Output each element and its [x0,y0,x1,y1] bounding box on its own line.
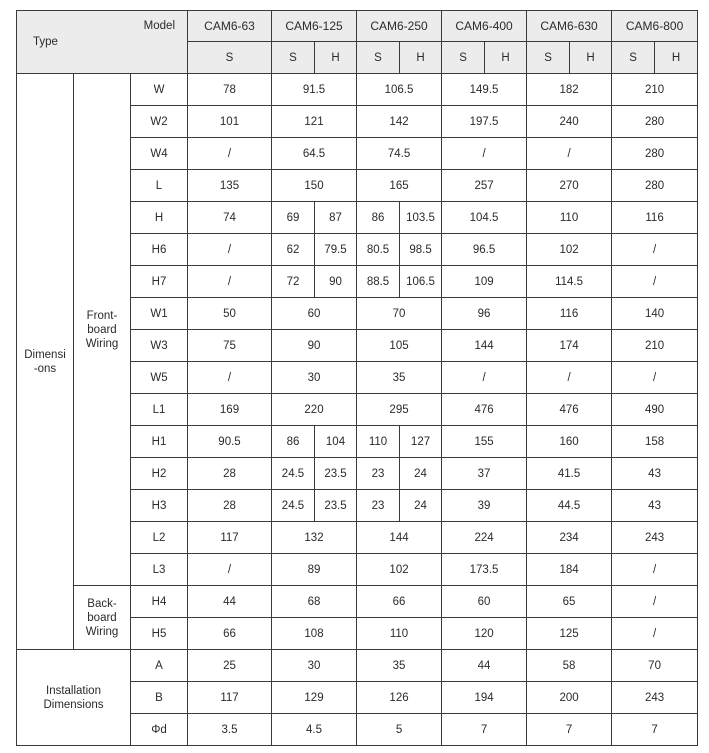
value-cell: 104.5 [442,202,527,234]
value-cell: 87 [315,202,357,234]
value-cell: / [612,586,698,618]
value-cell: 150 [272,170,357,202]
model-cam6-400: CAM6-400 [442,11,527,42]
value-cell: 24 [400,490,442,522]
front-board-wiring-label: Front-board Wiring [74,74,131,586]
value-cell: 270 [527,170,612,202]
value-cell: 110 [527,202,612,234]
value-cell: 7 [612,714,698,746]
value-cell: 44.5 [527,490,612,522]
value-cell: 135 [188,170,272,202]
header-row-models [17,11,698,42]
row-label: L [131,170,188,202]
value-cell: 106.5 [357,74,442,106]
subtype-cell: S [188,42,272,74]
row-label: W2 [131,106,188,138]
table-row [17,586,698,618]
row-label: W5 [131,362,188,394]
value-cell: 169 [188,394,272,426]
row-label: W4 [131,138,188,170]
model-header-spacer [131,42,188,74]
value-cell: 96 [442,298,527,330]
value-cell: 91.5 [272,74,357,106]
row-label: A [131,650,188,682]
row-label: H1 [131,426,188,458]
type-label: Type [33,36,58,48]
value-cell: 78 [188,74,272,106]
value-cell: 243 [612,522,698,554]
value-cell: / [442,362,527,394]
value-cell: 64.5 [272,138,357,170]
value-cell: / [612,362,698,394]
value-cell: 210 [612,74,698,106]
row-label: H4 [131,586,188,618]
row-label: L1 [131,394,188,426]
value-cell: 117 [188,682,272,714]
value-cell: 69 [272,202,315,234]
value-cell: 74.5 [357,138,442,170]
value-cell: 117 [188,522,272,554]
value-cell: 72 [272,266,315,298]
value-cell: 116 [527,298,612,330]
subtype-cell: S [612,42,655,74]
value-cell: / [188,362,272,394]
value-cell: 3.5 [188,714,272,746]
value-cell: 120 [442,618,527,650]
value-cell: 121 [272,106,357,138]
value-cell: 7 [527,714,612,746]
value-cell: 126 [357,682,442,714]
model-cam6-250: CAM6-250 [357,11,442,42]
value-cell: 108 [272,618,357,650]
value-cell: / [188,554,272,586]
value-cell: 24.5 [272,490,315,522]
value-cell: 174 [527,330,612,362]
value-cell: 140 [612,298,698,330]
installation-dimensions-label: Installation Dimensions [17,650,131,746]
row-label: H7 [131,266,188,298]
value-cell: 5 [357,714,442,746]
value-cell: / [527,138,612,170]
value-cell: 75 [188,330,272,362]
subtype-cell: S [527,42,570,74]
value-cell: 30 [272,650,357,682]
value-cell: / [527,362,612,394]
value-cell: 66 [188,618,272,650]
dimensions-table [16,10,698,746]
value-cell: 182 [527,74,612,106]
value-cell: 144 [442,330,527,362]
value-cell: 127 [400,426,442,458]
value-cell: / [188,266,272,298]
value-cell: 60 [442,586,527,618]
value-cell: / [188,234,272,266]
row-label: L3 [131,554,188,586]
subtype-cell: H [315,42,357,74]
value-cell: 90.5 [188,426,272,458]
value-cell: 80.5 [357,234,400,266]
value-cell: 23.5 [315,458,357,490]
row-label: W3 [131,330,188,362]
value-cell: 280 [612,106,698,138]
value-cell: 86 [357,202,400,234]
value-cell: 240 [527,106,612,138]
value-cell: 476 [527,394,612,426]
value-cell: 74 [188,202,272,234]
value-cell: 90 [315,266,357,298]
value-cell: 105 [357,330,442,362]
value-cell: 116 [612,202,698,234]
value-cell: 194 [442,682,527,714]
model-cam6-630: CAM6-630 [527,11,612,42]
value-cell: 23.5 [315,490,357,522]
row-label: H3 [131,490,188,522]
value-cell: 41.5 [527,458,612,490]
value-cell: / [612,618,698,650]
value-cell: 37 [442,458,527,490]
value-cell: 110 [357,618,442,650]
value-cell: 103.5 [400,202,442,234]
row-label: L2 [131,522,188,554]
model-header [131,11,188,42]
value-cell: 44 [188,586,272,618]
subtype-cell: S [357,42,400,74]
value-cell: 66 [357,586,442,618]
value-cell: 476 [442,394,527,426]
value-cell: 25 [188,650,272,682]
value-cell: / [612,266,698,298]
subtype-cell: H [655,42,698,74]
dimensions-group-label: Dimensi-ons [17,74,74,650]
value-cell: 160 [527,426,612,458]
row-label: H2 [131,458,188,490]
value-cell: 89 [272,554,357,586]
value-cell: 104 [315,426,357,458]
value-cell: 234 [527,522,612,554]
value-cell: 224 [442,522,527,554]
value-cell: 39 [442,490,527,522]
value-cell: 243 [612,682,698,714]
value-cell: 132 [272,522,357,554]
value-cell: / [188,138,272,170]
subtype-cell: S [442,42,485,74]
value-cell: 109 [442,266,527,298]
value-cell: 102 [357,554,442,586]
value-cell: 60 [272,298,357,330]
value-cell: 86 [272,426,315,458]
value-cell: 23 [357,458,400,490]
row-label: Φd [131,714,188,746]
value-cell: 30 [272,362,357,394]
value-cell: 106.5 [400,266,442,298]
type-header [17,11,131,74]
value-cell: 490 [612,394,698,426]
model-cam6-125: CAM6-125 [272,11,357,42]
value-cell: 68 [272,586,357,618]
value-cell: 35 [357,650,442,682]
value-cell: 149.5 [442,74,527,106]
value-cell: 43 [612,458,698,490]
value-cell: 210 [612,330,698,362]
value-cell: 295 [357,394,442,426]
value-cell: 24.5 [272,458,315,490]
row-label: W1 [131,298,188,330]
value-cell: 220 [272,394,357,426]
value-cell: 165 [357,170,442,202]
value-cell: 62 [272,234,315,266]
value-cell: 35 [357,362,442,394]
value-cell: 58 [527,650,612,682]
value-cell: 280 [612,138,698,170]
value-cell: / [612,234,698,266]
value-cell: 7 [442,714,527,746]
model-label: Model [143,20,175,33]
value-cell: 158 [612,426,698,458]
value-cell: 44 [442,650,527,682]
value-cell: 96.5 [442,234,527,266]
row-label: B [131,682,188,714]
value-cell: 155 [442,426,527,458]
value-cell: 79.5 [315,234,357,266]
value-cell: 23 [357,490,400,522]
value-cell: 28 [188,490,272,522]
value-cell: 142 [357,106,442,138]
value-cell: 200 [527,682,612,714]
value-cell: 4.5 [272,714,357,746]
subtype-cell: H [570,42,612,74]
value-cell: 125 [527,618,612,650]
value-cell: 173.5 [442,554,527,586]
value-cell: 257 [442,170,527,202]
value-cell: 98.5 [400,234,442,266]
value-cell: 24 [400,458,442,490]
value-cell: 102 [527,234,612,266]
value-cell: 144 [357,522,442,554]
value-cell: 70 [612,650,698,682]
row-label: H6 [131,234,188,266]
value-cell: 114.5 [527,266,612,298]
value-cell: 65 [527,586,612,618]
value-cell: 197.5 [442,106,527,138]
value-cell: 101 [188,106,272,138]
value-cell: 70 [357,298,442,330]
value-cell: 88.5 [357,266,400,298]
value-cell: 110 [357,426,400,458]
model-cam6-63: CAM6-63 [188,11,272,42]
value-cell: 90 [272,330,357,362]
value-cell: 184 [527,554,612,586]
table-row [17,74,698,106]
value-cell: 129 [272,682,357,714]
value-cell: / [612,554,698,586]
value-cell: / [442,138,527,170]
back-board-wiring-label: Back-board Wiring [74,586,131,650]
table-row [17,650,698,682]
subtype-cell: H [400,42,442,74]
row-label: H5 [131,618,188,650]
row-label: H [131,202,188,234]
row-label: W [131,74,188,106]
subtype-cell: H [485,42,527,74]
model-cam6-800: CAM6-800 [612,11,698,42]
value-cell: 28 [188,458,272,490]
value-cell: 280 [612,170,698,202]
value-cell: 43 [612,490,698,522]
subtype-cell: S [272,42,315,74]
value-cell: 50 [188,298,272,330]
